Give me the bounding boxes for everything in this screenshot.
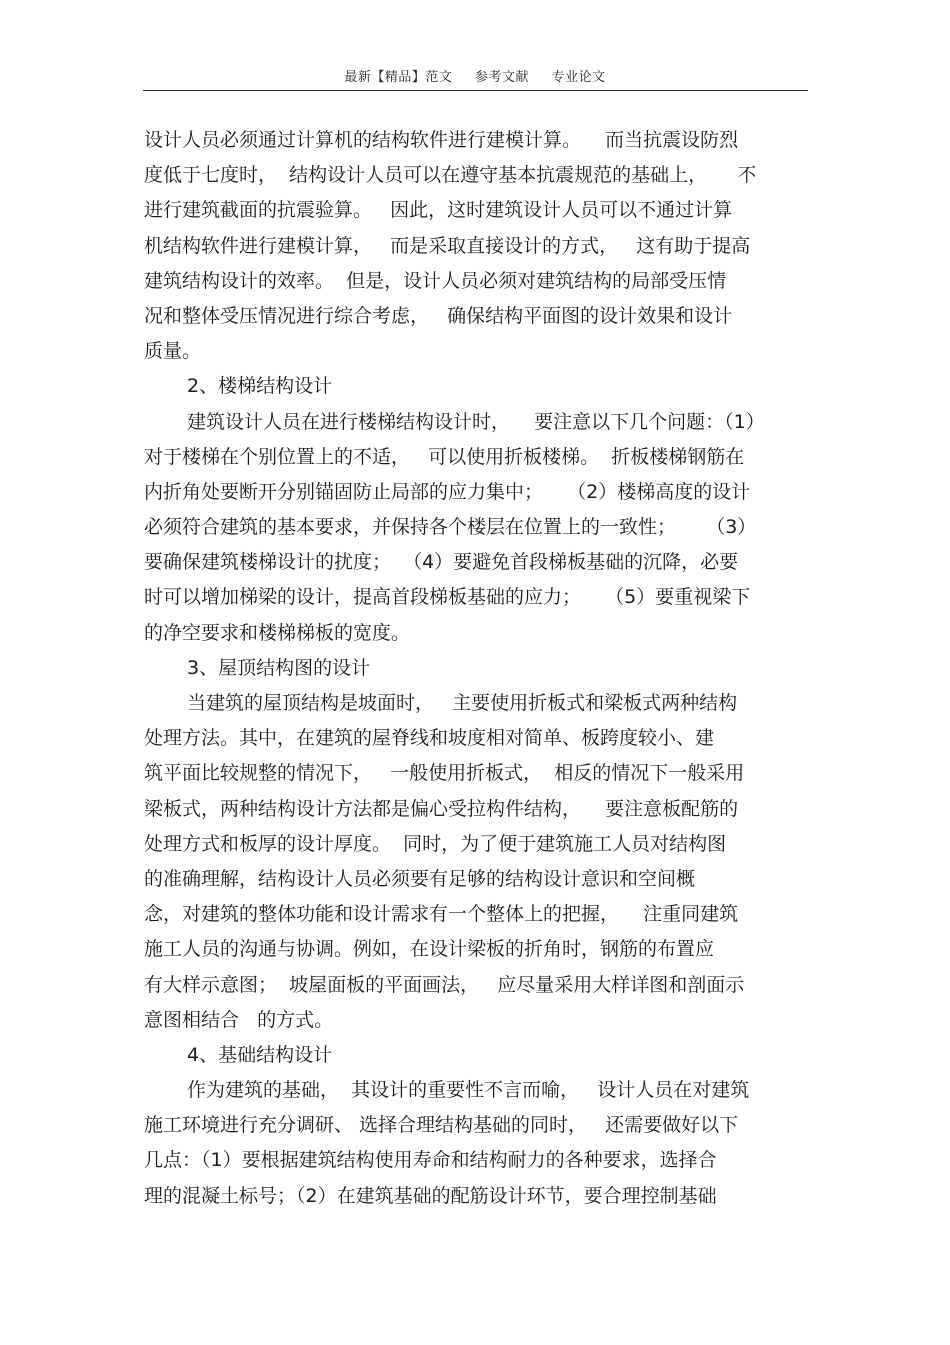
text-line: 建筑结构设计的效率。 但是，设计人员必须对建筑结构的局部受压情 — [144, 269, 727, 292]
text-line: 的净空要求和楼梯梯板的宽度。 — [144, 621, 411, 644]
text-line: 质量。 — [144, 340, 202, 363]
text-line: 必须符合建筑的基本要求，并保持各个楼层在位置上的一致性； （3） — [144, 516, 757, 539]
text-line: 当建筑的屋顶结构是坡面时， 主要使用折板式和梁板式两种结构 — [187, 692, 738, 714]
text-line: 处理方式和板厚的设计厚度。 同时，为了便于建筑施工人员对结构图 — [144, 832, 727, 855]
page-header — [0, 66, 950, 85]
text-line: 理的混凝土标号；（2）在建筑基础的配筋设计环节，要合理控制基础 — [144, 1184, 717, 1207]
text-line: 要确保建筑楼梯设计的扰度； （4）要避免首段梯板基础的沉降，必要 — [144, 551, 739, 574]
text-line: 进行建筑截面的抗震验算。 因此，这时建筑设计人员可以不通过计算 — [144, 199, 733, 222]
text-line: 意图相结合 的方式。 — [144, 1008, 334, 1031]
text-line: 梁板式，两种结构设计方法都是偏心受拉构件结构， 要注意板配筋的 — [144, 797, 739, 820]
text-line: 度低于七度时， 结构设计人员可以在遵守基本抗震规范的基础上， 不 — [144, 164, 757, 187]
document-body — [144, 123, 808, 1214]
text-line: 况和整体受压情况进行综合考虑， 确保结构平面图的设计效果和设计 — [144, 304, 733, 327]
text-line: 对于楼梯在个别位置上的不适， 可以使用折板楼梯。 折板楼梯钢筋在 — [144, 445, 745, 468]
text-line: 的准确理解，结构设计人员必须要有足够的结构设计意识和空间概 — [144, 867, 696, 890]
section-heading: 3、屋顶结构图的设计 — [187, 656, 371, 679]
text-line: 内折角处要断开分别锚固防止局部的应力集中； （2）楼梯高度的设计 — [144, 480, 751, 503]
text-line: 处理方法。其中，在建筑的屋脊线和坡度相对简单、板跨度较小、建 — [144, 727, 715, 750]
text-line: 时可以增加梯梁的设计，提高首段梯板基础的应力； （5）要重视梁下 — [144, 586, 751, 609]
text-line: 建筑设计人员在进行楼梯结构设计时， 要注意以下几个问题：（1） — [187, 410, 765, 433]
text-line: 设计人员必须通过计算机的结构软件进行建模计算。 而当抗震设防烈 — [144, 129, 739, 151]
header-item-lunwen: 专业论文 — [551, 70, 606, 85]
section-heading: 2、楼梯结构设计 — [187, 375, 333, 398]
text-line: 有大样示意图； 坡屋面板的平面画法， 应尽量采用大样详图和剖面示 — [144, 973, 745, 996]
text-line: 施工人员的沟通与协调。例如，在设计梁板的折角时，钢筋的布置应 — [144, 938, 715, 961]
section-heading: 4、基础结构设计 — [187, 1043, 333, 1066]
text-line: 施工环境进行充分调研、 选择合理结构基础的同时， 还需要做好以下 — [144, 1114, 739, 1137]
header-item-fanwen: 最新【精品】范文 — [344, 70, 453, 85]
text-line: 筑平面比较规整的情况下， 一般使用折板式， 相反的情况下一般采用 — [144, 762, 745, 785]
text-line: 机结构软件进行建模计算， 而是采取直接设计的方式， 这有助于提高 — [144, 234, 751, 257]
text-line: 几点：（1）要根据建筑结构使用寿命和结构耐力的各种要求，选择合 — [144, 1149, 717, 1172]
text-line: 作为建筑的基础， 其设计的重要性不言而喻， 设计人员在对建筑 — [187, 1079, 750, 1102]
header-item-cankao: 参考文献 — [474, 70, 529, 85]
header-divider — [143, 90, 808, 91]
text-line: 念，对建筑的整体功能和设计需求有一个整体上的把握， 注重同建筑 — [144, 903, 739, 926]
